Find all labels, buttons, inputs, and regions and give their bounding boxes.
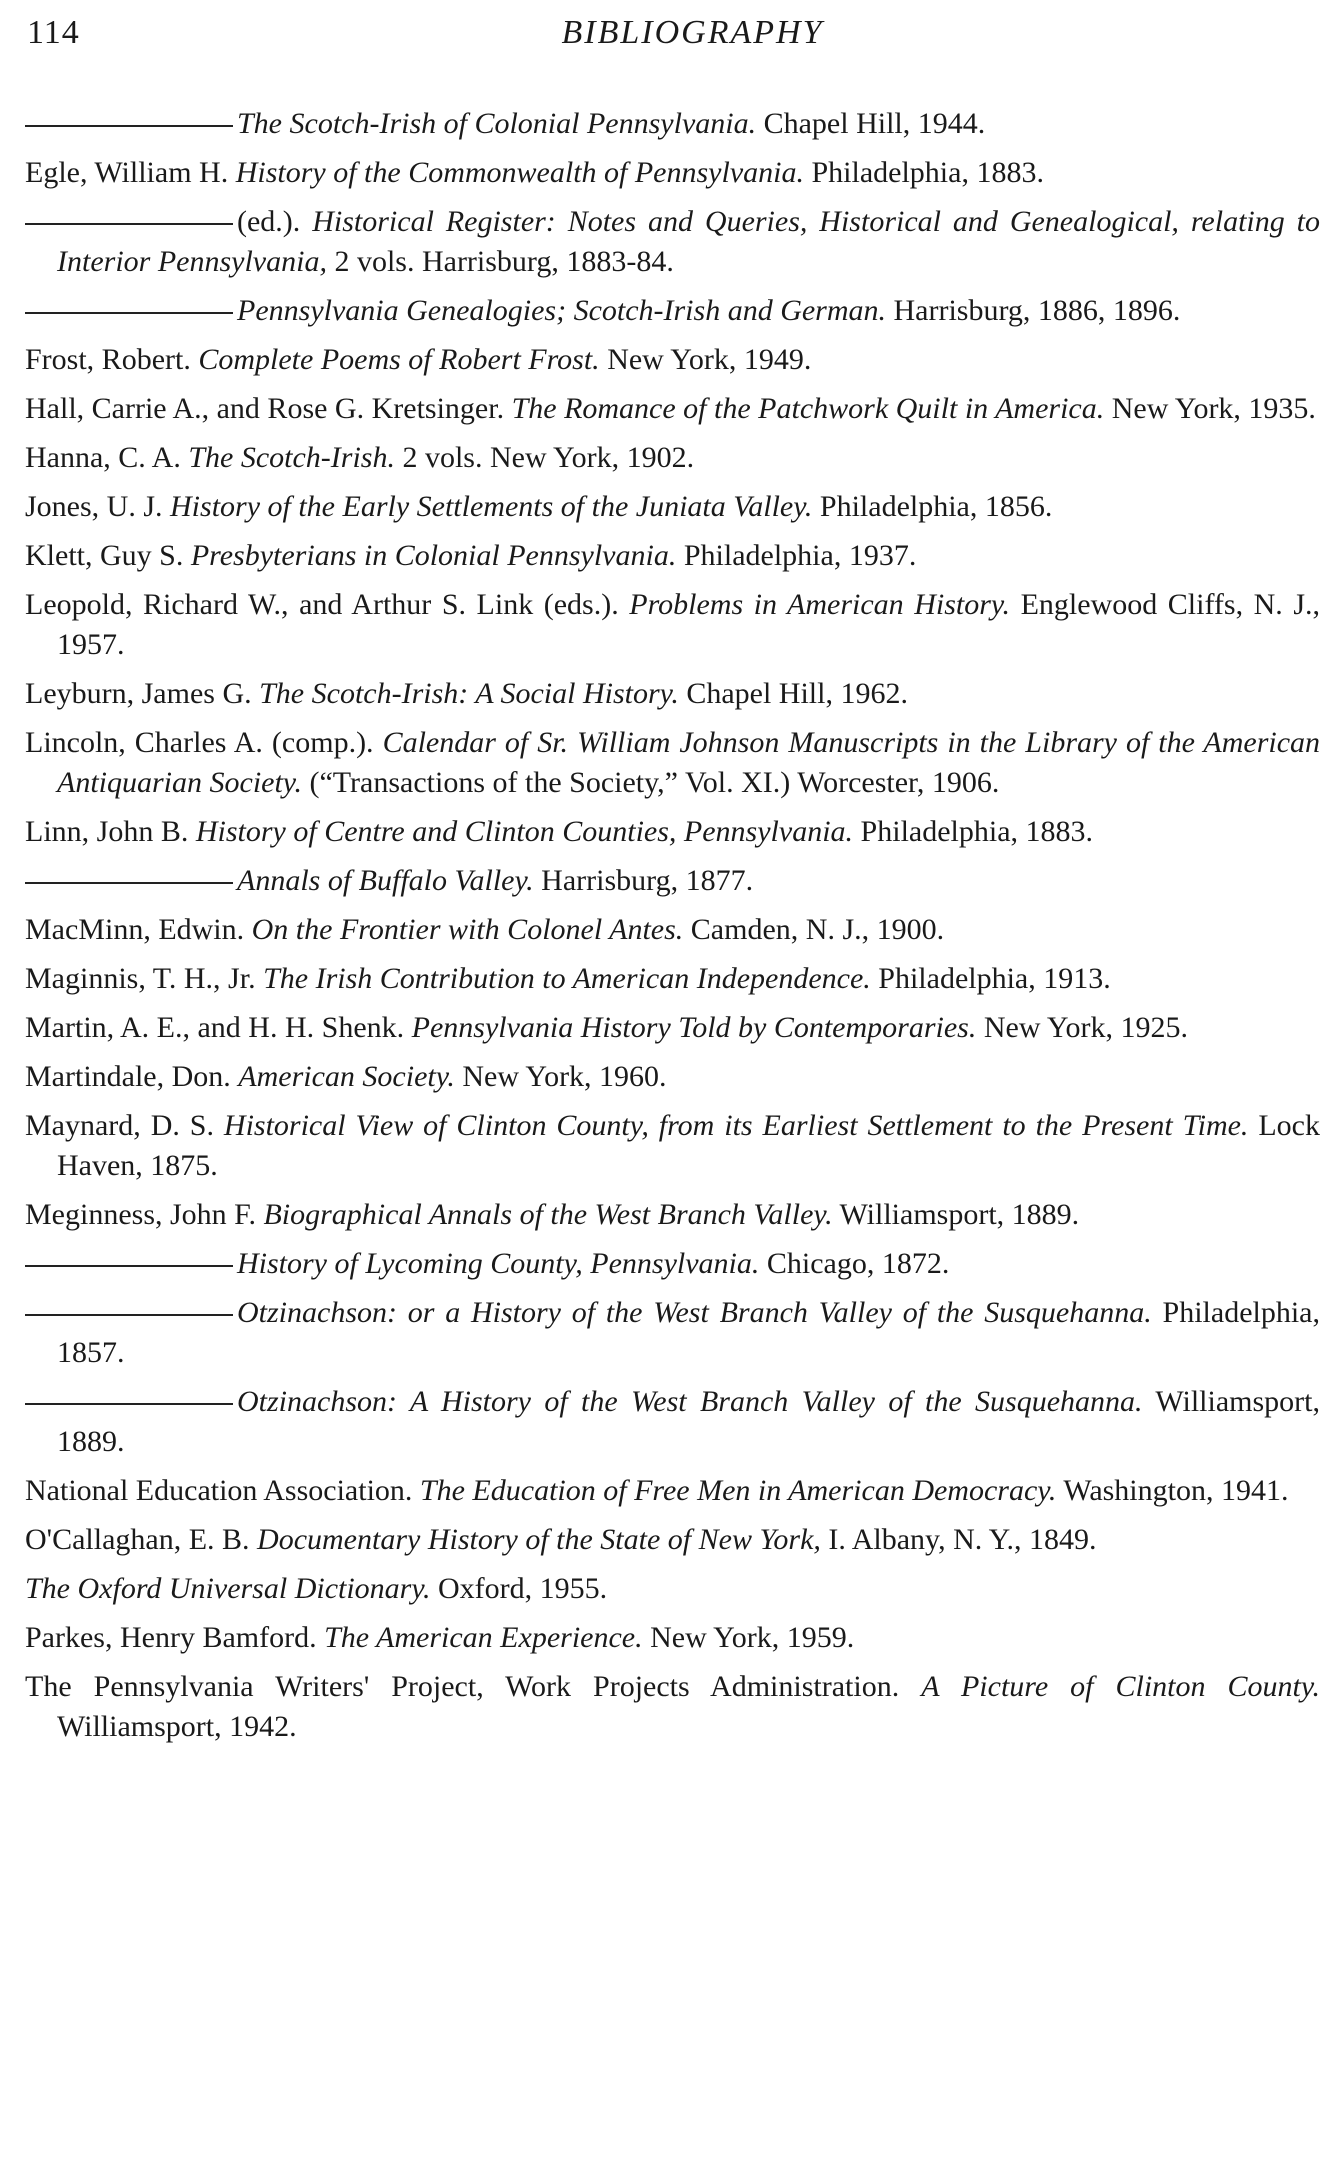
bibliography-entry	[25, 153, 1320, 193]
repeat-author-dash	[25, 125, 233, 127]
bibliography-entry	[25, 1471, 1320, 1511]
entry-author: Maginnis, T. H., Jr.	[25, 962, 256, 995]
bibliography-entry	[25, 674, 1320, 714]
entry-title: History of Centre and Clinton Counties, Pennsylvania.	[195, 815, 854, 848]
entry-title: The Scotch-Irish.	[188, 441, 395, 474]
entry-publication: New York, 1949.	[607, 343, 812, 376]
entry-author: Frost, Robert.	[25, 343, 191, 376]
entry-publication: Chapel Hill, 1944.	[763, 107, 986, 140]
entry-title: Biographical Annals of the West Branch Valley.	[263, 1198, 833, 1231]
entry-author: MacMinn, Edwin.	[25, 913, 245, 946]
running-head: BIBLIOGRAPHY	[561, 14, 824, 51]
entry-author: Klett, Guy S.	[25, 539, 184, 572]
entry-publication: Lock Haven, 1875.	[57, 1109, 1320, 1182]
entry-publication: Camden, N. J., 1900.	[690, 913, 945, 946]
bibliography-entry	[25, 104, 1320, 144]
entry-author: The Pennsylvania Writers' Project, Work Projects Administration.	[25, 1670, 900, 1703]
entry-title: Presbyterians in Colonial Pennsylvania.	[190, 539, 677, 572]
entry-publication: Williamsport, 1942.	[57, 1710, 297, 1743]
entry-title: Otzinachson: or a History of the West Branch Valley of the Susquehanna.	[237, 1296, 1152, 1329]
entry-author: Maynard, D. S.	[25, 1109, 214, 1142]
bibliography-entry	[25, 1667, 1320, 1747]
entry-publication: Williamsport, 1889.	[839, 1198, 1080, 1231]
entry-title: Annals of Buffalo Valley.	[237, 864, 534, 897]
entry-title: The Scotch-Irish of Colonial Pennsylvania.	[237, 107, 757, 140]
bibliography-entry	[25, 438, 1320, 478]
entry-author: National Education Association.	[25, 1474, 413, 1507]
entry-publication: Philadelphia, 1883.	[860, 815, 1094, 848]
bibliography-entry	[25, 1106, 1320, 1186]
entry-author: Martindale, Don.	[25, 1060, 231, 1093]
bibliography-entry	[25, 1569, 1320, 1609]
entry-title: History of the Commonwealth of Pennsylvania.	[235, 156, 804, 189]
bibliography-entry	[25, 959, 1320, 999]
bibliography-entry	[25, 723, 1320, 803]
entry-publication: Oxford, 1955.	[438, 1572, 608, 1605]
page-header	[27, 14, 1298, 66]
entry-title: Complete Poems of Robert Frost.	[198, 343, 600, 376]
entry-title: The Education of Free Men in American Democracy.	[419, 1474, 1057, 1507]
entry-title: Calendar of Sr. William Johnson Manuscripts in the Library of the American Antiquarian Society.	[57, 726, 1321, 799]
entry-author: Martin, A. E., and H. H. Shenk.	[25, 1011, 405, 1044]
bibliography-entry	[25, 536, 1320, 576]
entry-author: Hall, Carrie A., and Rose G. Kretsinger.	[25, 392, 505, 425]
entry-publication: Harrisburg, 1877.	[541, 864, 754, 897]
entry-author: Linn, John B.	[25, 815, 189, 848]
bibliography-entry	[25, 812, 1320, 852]
entry-publication: New York, 1960.	[462, 1060, 667, 1093]
bibliography-entry	[25, 1244, 1320, 1284]
entry-title: The Irish Contribution to American Independence.	[263, 962, 871, 995]
entry-title: The American Experience.	[324, 1621, 643, 1654]
entry-publication: Philadelphia, 1857.	[57, 1296, 1321, 1369]
bibliography-entry	[25, 389, 1320, 429]
entry-publication: Philadelphia, 1856.	[819, 490, 1053, 523]
bibliography-entry	[25, 340, 1320, 380]
entry-title: Historical View of Clinton County, from its Earliest Settlement to the Present Time.	[223, 1109, 1249, 1142]
entry-publication: I. Albany, N. Y., 1849.	[828, 1523, 1097, 1556]
entry-author: O'Callaghan, E. B.	[25, 1523, 250, 1556]
entry-author: Hanna, C. A.	[25, 441, 181, 474]
repeat-author-dash	[25, 882, 233, 884]
entry-publication: 2 vols. New York, 1902.	[402, 441, 695, 474]
entry-author: Leyburn, James G.	[25, 677, 252, 710]
entry-title: The Oxford Universal Dictionary.	[25, 1572, 431, 1605]
bibliography-entry	[25, 487, 1320, 527]
entry-publication: Englewood Cliffs, N. J., 1957.	[57, 588, 1320, 661]
bibliography-entry	[25, 291, 1320, 331]
entry-publication: (“Transactions of the Society,” Vol. XI.) Worcester, 1906.	[309, 766, 1000, 799]
entry-title: History of the Early Settlements of the Juniata Valley.	[170, 490, 813, 523]
entry-author: Parkes, Henry Bamford.	[25, 1621, 317, 1654]
entry-publication: 2 vols. Harrisburg, 1883-84.	[334, 245, 674, 278]
entry-title: Documentary History of the State of New York,	[257, 1523, 821, 1556]
entry-publication: New York, 1925.	[983, 1011, 1189, 1044]
bibliography-entry	[25, 1293, 1320, 1373]
entry-title: Problems in American History.	[629, 588, 1011, 621]
entry-publication: Harrisburg, 1886, 1896.	[893, 294, 1181, 327]
entry-author: Lincoln, Charles A. (comp.).	[25, 726, 374, 759]
page-number: 114	[27, 14, 80, 51]
bibliography-entry	[25, 910, 1320, 950]
entry-publication: Philadelphia, 1937.	[683, 539, 917, 572]
entry-author: (ed.).	[237, 205, 301, 238]
repeat-author-dash	[25, 223, 233, 225]
entry-publication: Philadelphia, 1913.	[878, 962, 1111, 995]
entry-title: Pennsylvania Genealogies; Scotch-Irish and German.	[237, 294, 887, 327]
entry-publication: Chapel Hill, 1962.	[686, 677, 908, 710]
entry-title: The Romance of the Patchwork Quilt in America.	[511, 392, 1105, 425]
entry-author: Jones, U. J.	[25, 490, 163, 523]
bibliography-entry	[25, 1008, 1320, 1048]
entry-title: Historical Register: Notes and Queries, Historical and Genealogical, relating to Interior Pennsylvania,	[57, 205, 1320, 278]
entry-publication: Philadelphia, 1883.	[811, 156, 1044, 189]
entry-title: On the Frontier with Colonel Antes.	[251, 913, 684, 946]
bibliography-entry	[25, 1195, 1320, 1235]
entry-publication: New York, 1959.	[650, 1621, 855, 1654]
bibliography-entry	[25, 585, 1320, 665]
bibliography-entry	[25, 1618, 1320, 1658]
bibliography-entry	[25, 202, 1320, 282]
entry-title: Otzinachson: A History of the West Branch Valley of the Susquehanna.	[237, 1385, 1143, 1418]
repeat-author-dash	[25, 1265, 233, 1267]
bibliography-entry	[25, 1057, 1320, 1097]
repeat-author-dash	[25, 312, 233, 314]
entry-title: Pennsylvania History Told by Contemporaries.	[411, 1011, 977, 1044]
entry-author: Egle, William H.	[25, 156, 229, 189]
entry-publication: Washington, 1941.	[1063, 1474, 1289, 1507]
entry-title: American Society.	[238, 1060, 455, 1093]
entry-author: Leopold, Richard W., and Arthur S. Link (eds.).	[25, 588, 619, 621]
bibliography-entry	[25, 1520, 1320, 1560]
entry-title: A Picture of Clinton County.	[921, 1670, 1320, 1703]
bibliography-list	[25, 104, 1320, 1747]
entry-author: Meginness, John F.	[25, 1198, 256, 1231]
repeat-author-dash	[25, 1314, 233, 1316]
bibliography-entry	[25, 861, 1320, 901]
entry-title: The Scotch-Irish: A Social History.	[259, 677, 679, 710]
repeat-author-dash	[25, 1403, 233, 1405]
entry-title: History of Lycoming County, Pennsylvania.	[237, 1247, 760, 1280]
entry-publication: Chicago, 1872.	[766, 1247, 950, 1280]
bibliography-entry	[25, 1382, 1320, 1462]
entry-publication: Williamsport, 1889.	[57, 1385, 1320, 1458]
entry-publication: New York, 1935.	[1111, 392, 1316, 425]
